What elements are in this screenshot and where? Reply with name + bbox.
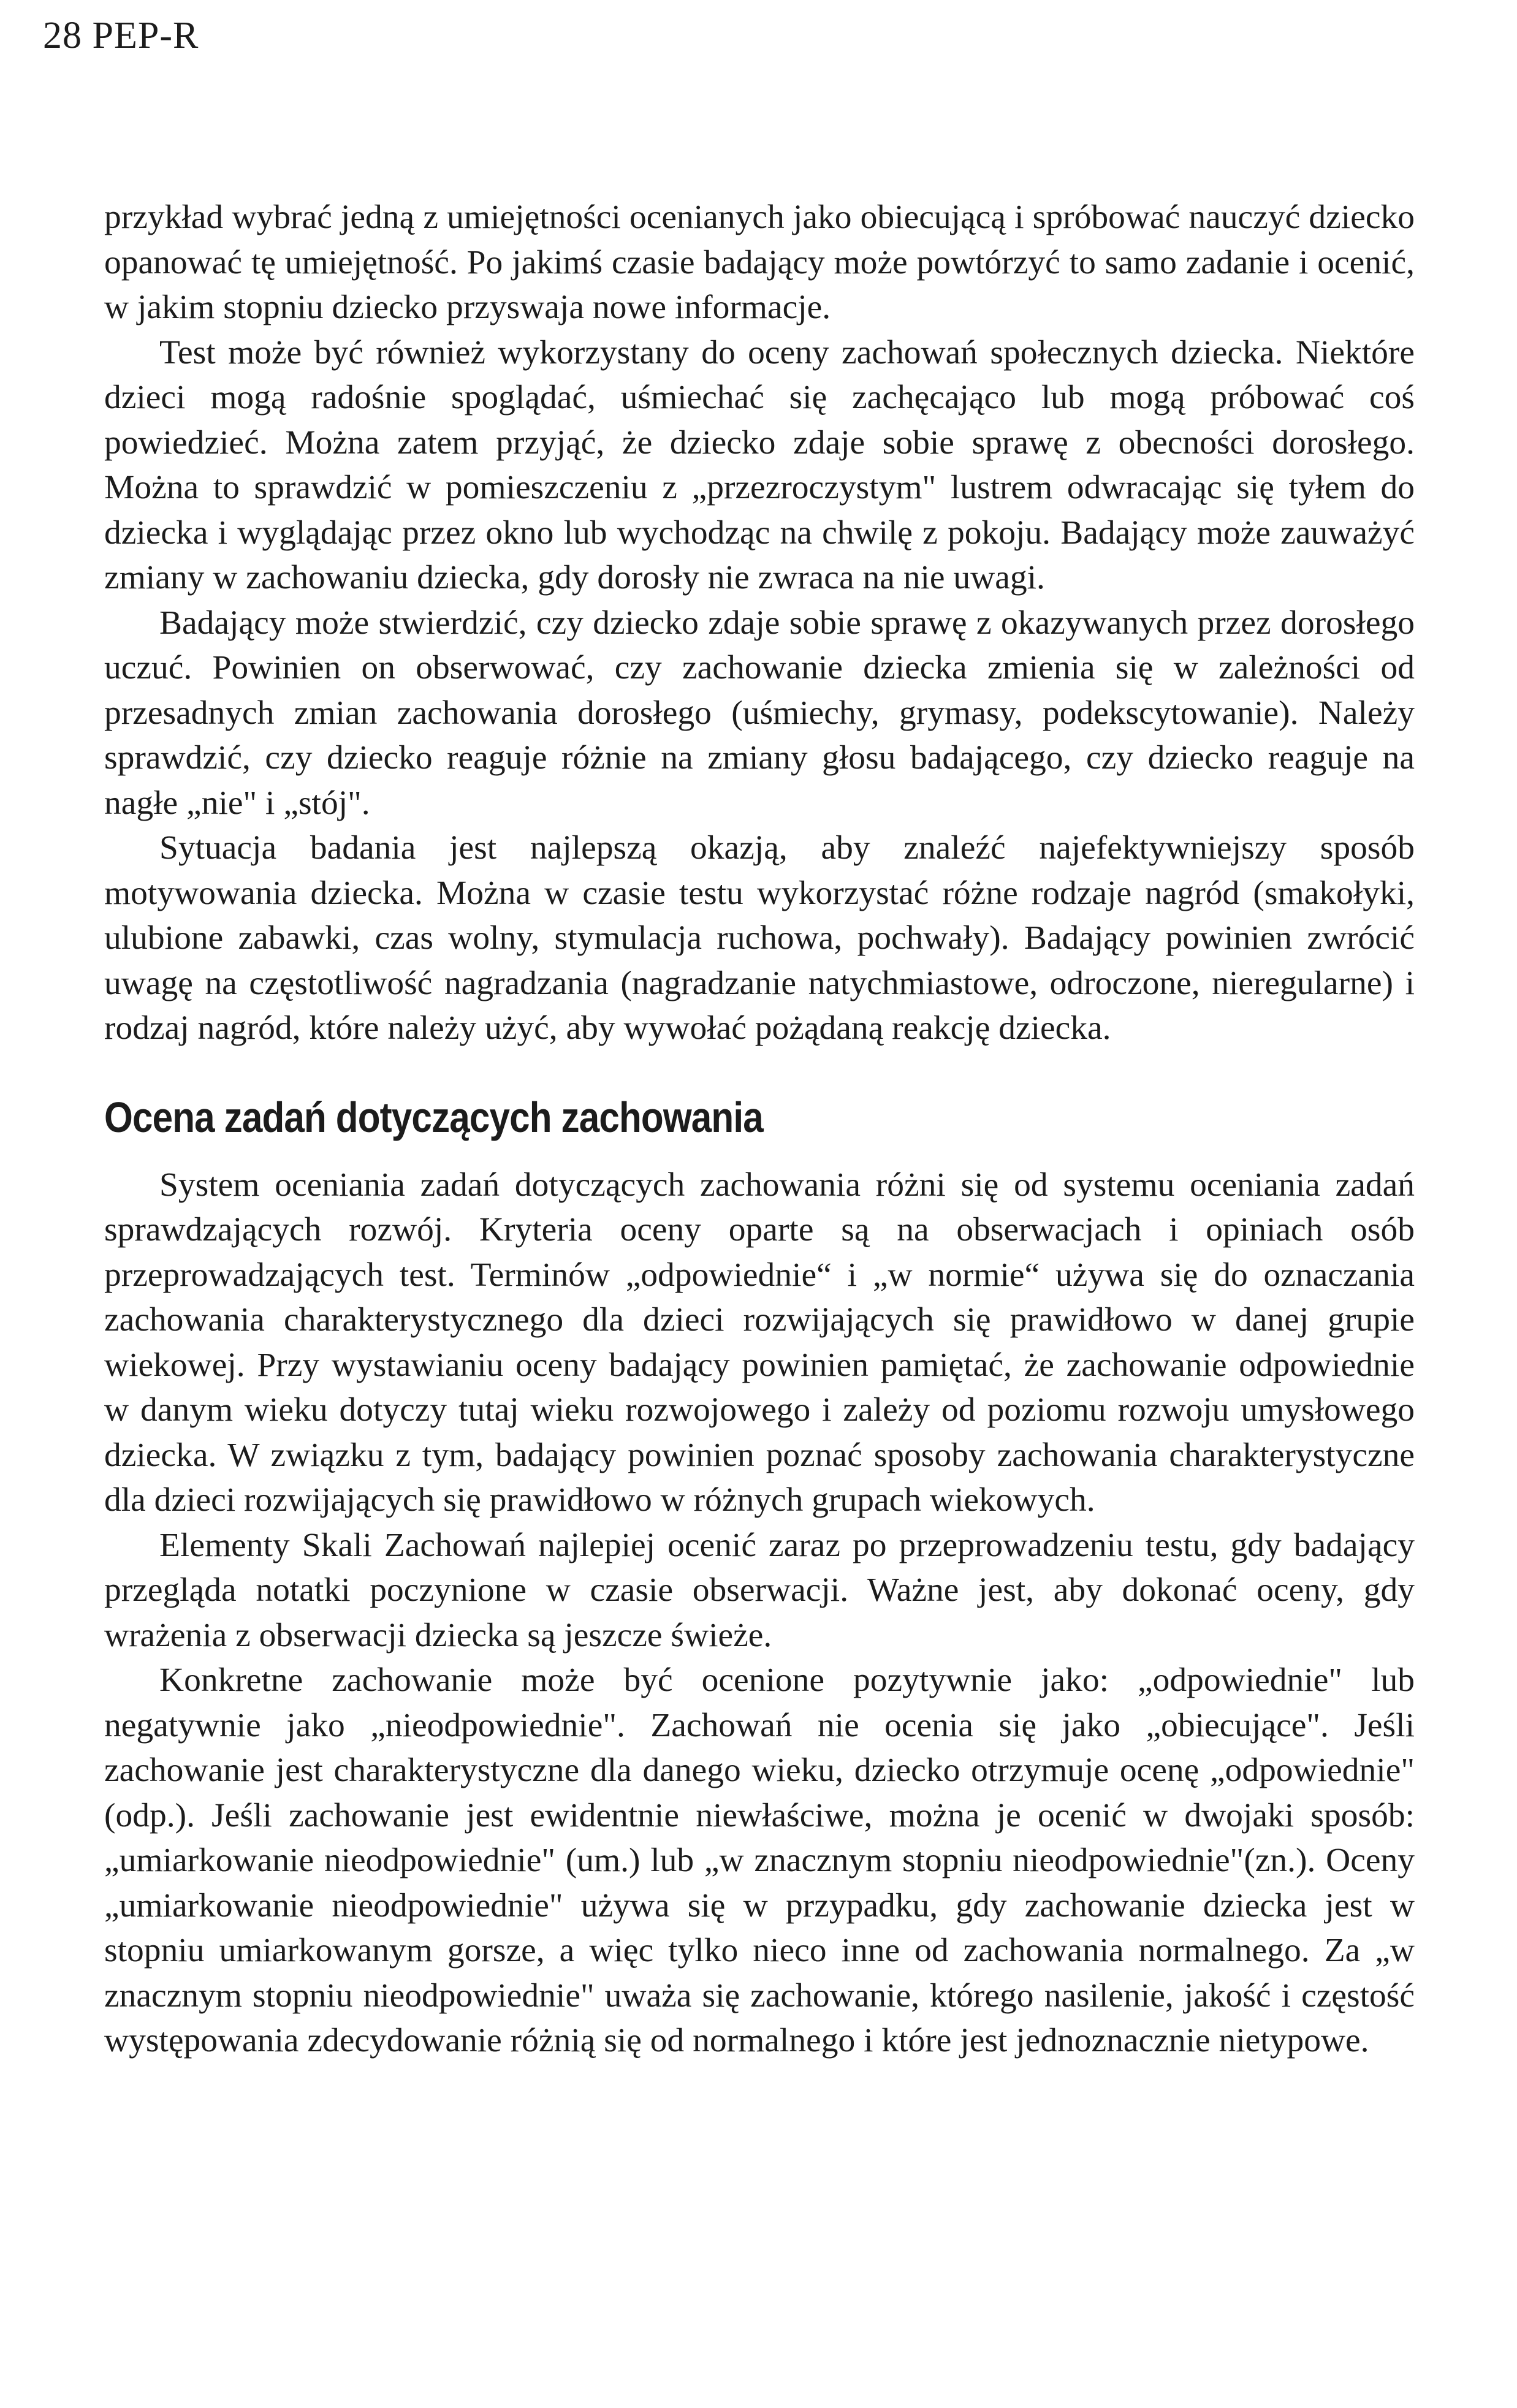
paragraph-motivation: Sytuacja badania jest najlepszą okazją, aby znaleźć najefektywniejszy sposób motywowania dziecka. Można w czasie testu wykorzystać różne rodzaje nagród (smakołyki, ulubione zabawki, czas wolny, stymulacja ruchowa, pochwały). Badający powinien zwrócić uwagę na częstotliwość nagradzania (nagradzanie natychmiastowe, odroczone, nieregularne) i rodzaj nagród, które należy użyć, aby wywołać pożądaną reakcję dziecka.: [104, 829, 1415, 1047]
section-heading: Ocena zadań dotyczących zachowania: [104, 1093, 763, 1141]
paragraph-social-behavior: Test może być również wykorzystany do oceny zachowań społecznych dziecka. Niektóre dzieci mogą radośnie spoglądać, uśmiechać się zachęcająco lub mogą próbować coś powiedzieć. Można zatem przyjąć, że dziecko zdaje sobie sprawę z obecności dorosłego. Można to sprawdzić w pomieszczeniu z „przezroczystym" lustrem odwracając się tyłem do dziecka i wyglądając przez okno lub wychodząc na chwilę z pokoju. Badający może zauważyć zmiany w zachowaniu dziecka, gdy dorosły nie zwraca na nie uwagi.: [104, 333, 1415, 596]
paragraph-rating-categories: Konkretne zachowanie może być ocenione pozytywnie jako: „odpowiednie" lub negatywnie jako „nieodpowiednie". Zachowań nie ocenia się jako „obiecujące". Jeśli zachowanie jest charakterystyczne dla danego wieku, dziecko otrzymuje ocenę „odpowiednie" (odp.). Jeśli zachowanie jest ewidentnie niewłaściwe, można je ocenić w dwojaki sposób: „umiarkowanie nieodpowiednie" (um.) lub „w znacznym stopniu nieodpowiednie"(zn.). Oceny „umiarkowanie nieodpowiednie" używa się w przypadku, gdy zachowanie dziecka jest w stopniu umiarkowanym gorsze, a więc tylko nieco inne od zachowania normalnego. Za „w znacznym stopniu nieodpowiednie" uważa się zachowanie, którego nasilenie, jakość i częstość występowania zdecydowanie różnią się od normalnego i które jest jednoznacznie nietypowe.: [104, 1662, 1415, 2059]
page-header: 28 PEP-R: [43, 15, 199, 56]
paragraph-continuation: przykład wybrać jedną z umiejętności ocenianych jako obiecującą i spróbować nauczyć dziecko opanować tę umiejętność. Po jakimś czasie badający może powtórzyć to samo zadanie i ocenić, w jakim stopniu dziecko przyswaja nowe informacje.: [104, 199, 1415, 326]
paragraph-behavior-scale: Elementy Skali Zachowań najlepiej ocenić zaraz po przeprowadzeniu testu, gdy badający przegląda notatki poczynione w czasie obserwacji. Ważne jest, aby dokonać oceny, gdy wrażenia z obserwacji dziecka są jeszcze świeże.: [104, 1526, 1415, 1654]
page-body: [104, 195, 1415, 2064]
paragraph-scoring-system: System oceniania zadań dotyczących zachowania różni się od systemu oceniania zadań sprawdzających rozwój. Kryteria oceny oparte są na obserwacjach i opiniach osób przeprowadzających test. Terminów „odpowiednie“ i „w normie“ używa się do oznaczania zachowania charakterystycznego dla dzieci rozwijających się prawidłowo w danej grupie wiekowej. Przy wystawianiu oceny badający powinien pamiętać, że zachowanie odpowiednie w danym wieku dotyczy tutaj wieku rozwojowego i zależy od poziomu rozwoju umysłowego dziecka. W związku z tym, badający powinien poznać sposoby zachowania charakterystyczne dla dzieci rozwijających się prawidłowo w różnych grupach wiekowych.: [104, 1166, 1415, 1519]
paragraph-emotions: Badający może stwierdzić, czy dziecko zdaje sobie sprawę z okazywanych przez dorosłego uczuć. Powinien on obserwować, czy zachowanie dziecka zmienia się w zależności od przesadnych zmian zachowania dorosłego (uśmiechy, grymasy, podekscytowanie). Należy sprawdzić, czy dziecko reaguje różnie na zmiany głosu badającego, czy dziecko reaguje na nagłe „nie" i „stój".: [104, 604, 1415, 822]
